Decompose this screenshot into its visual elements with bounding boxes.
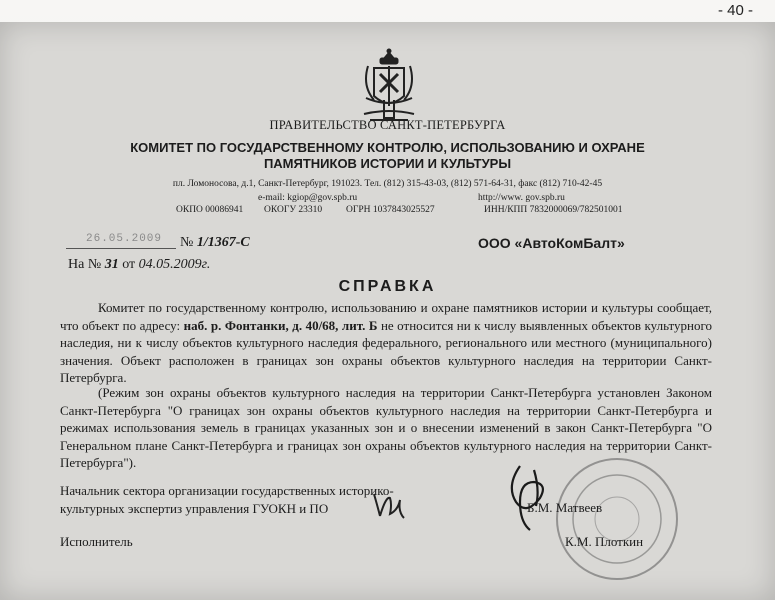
outgoing-number: № 1/1367-С	[180, 235, 250, 250]
document-title: СПРАВКА	[338, 278, 437, 295]
object-address: наб. р. Фонтанки, д. 40/68, лит. Б	[183, 317, 378, 333]
committee-email: e-mail: kgiop@gov.spb.ru	[258, 193, 358, 203]
committee-address: пл. Ломоносова, д.1, Санкт-Петербург, 191023. Тел. (812) 315-43-03, (812) 571-64-31, факс (812) 710-42-45	[172, 179, 603, 189]
executor-name: К.М. Плоткин	[565, 534, 644, 549]
head-signature	[500, 462, 560, 532]
page-number: - 40 -	[717, 2, 753, 19]
ogrn-code: ОГРН 1037843025527	[346, 205, 435, 215]
inn-kpp-code: ИНН/КПП 7832000069/782501001	[484, 205, 623, 215]
document-sheet	[0, 22, 775, 600]
okogu-code: ОКОГУ 23310	[264, 205, 323, 215]
body-paragraph-1: Комитет по государственному контролю, использованию и охране памятников истории и культуры сообщает, что объект по адресу: наб. р. Фонтанки, д. 40/68, лит. Б не относится ни к числу выявленных объектов культурного наследия, ни к числу объектов культурного наследия федерального, регионального или местного (муниципального) значения. Объект расположен в границах зон охраны объектов культурного наследия на территории Санкт-Петербурга.	[60, 300, 712, 385]
government-name: ПРАВИТЕЛЬСТВО САНКТ-ПЕТЕРБУРГА	[269, 118, 506, 132]
committee-name-line2: ПАМЯТНИКОВ ИСТОРИИ И КУЛЬТУРЫ	[263, 156, 512, 171]
stamped-date: 26.05.2009	[86, 233, 163, 245]
body-paragraph-2: (Режим зон охраны объектов культурного наследия на территории Санкт-Петербурга установлен Законом Санкт-Петербурга "О границах зон охраны объектов культурного наследия на территории Санкт-Петербурга и режимах использования земель в границах указанных зон и о внесении изменений в закон Санкт-Петербурга "О Генеральном плане Санкт-Петербурга и границах зон охраны объектов культурного наследия на территории Санкт-Петербурга").	[60, 385, 712, 470]
signatory-position: Начальник сектора организации государственных историко-культурных экспертиз управления ГУОКН и ПО	[60, 483, 394, 516]
reference-line: На № 31 от 04.05.2009г.	[68, 257, 211, 272]
recipient: ООО «АвтоКомБалт»	[478, 235, 625, 251]
committee-website: http://www. gov.spb.ru	[478, 193, 565, 203]
round-stamp	[552, 454, 682, 584]
committee-name-line1: КОМИТЕТ ПО ГОСУДАРСТВЕННОМУ КОНТРОЛЮ, ИСПОЛЬЗОВАНИЮ И ОХРАНЕ	[130, 140, 645, 155]
head-name: Б.М. Матвеев	[527, 500, 603, 515]
okpo-code: ОКПО 00086941	[176, 205, 244, 215]
date-underline	[66, 248, 176, 249]
initials-signature	[368, 484, 408, 524]
executor-label: Исполнитель	[60, 534, 133, 549]
